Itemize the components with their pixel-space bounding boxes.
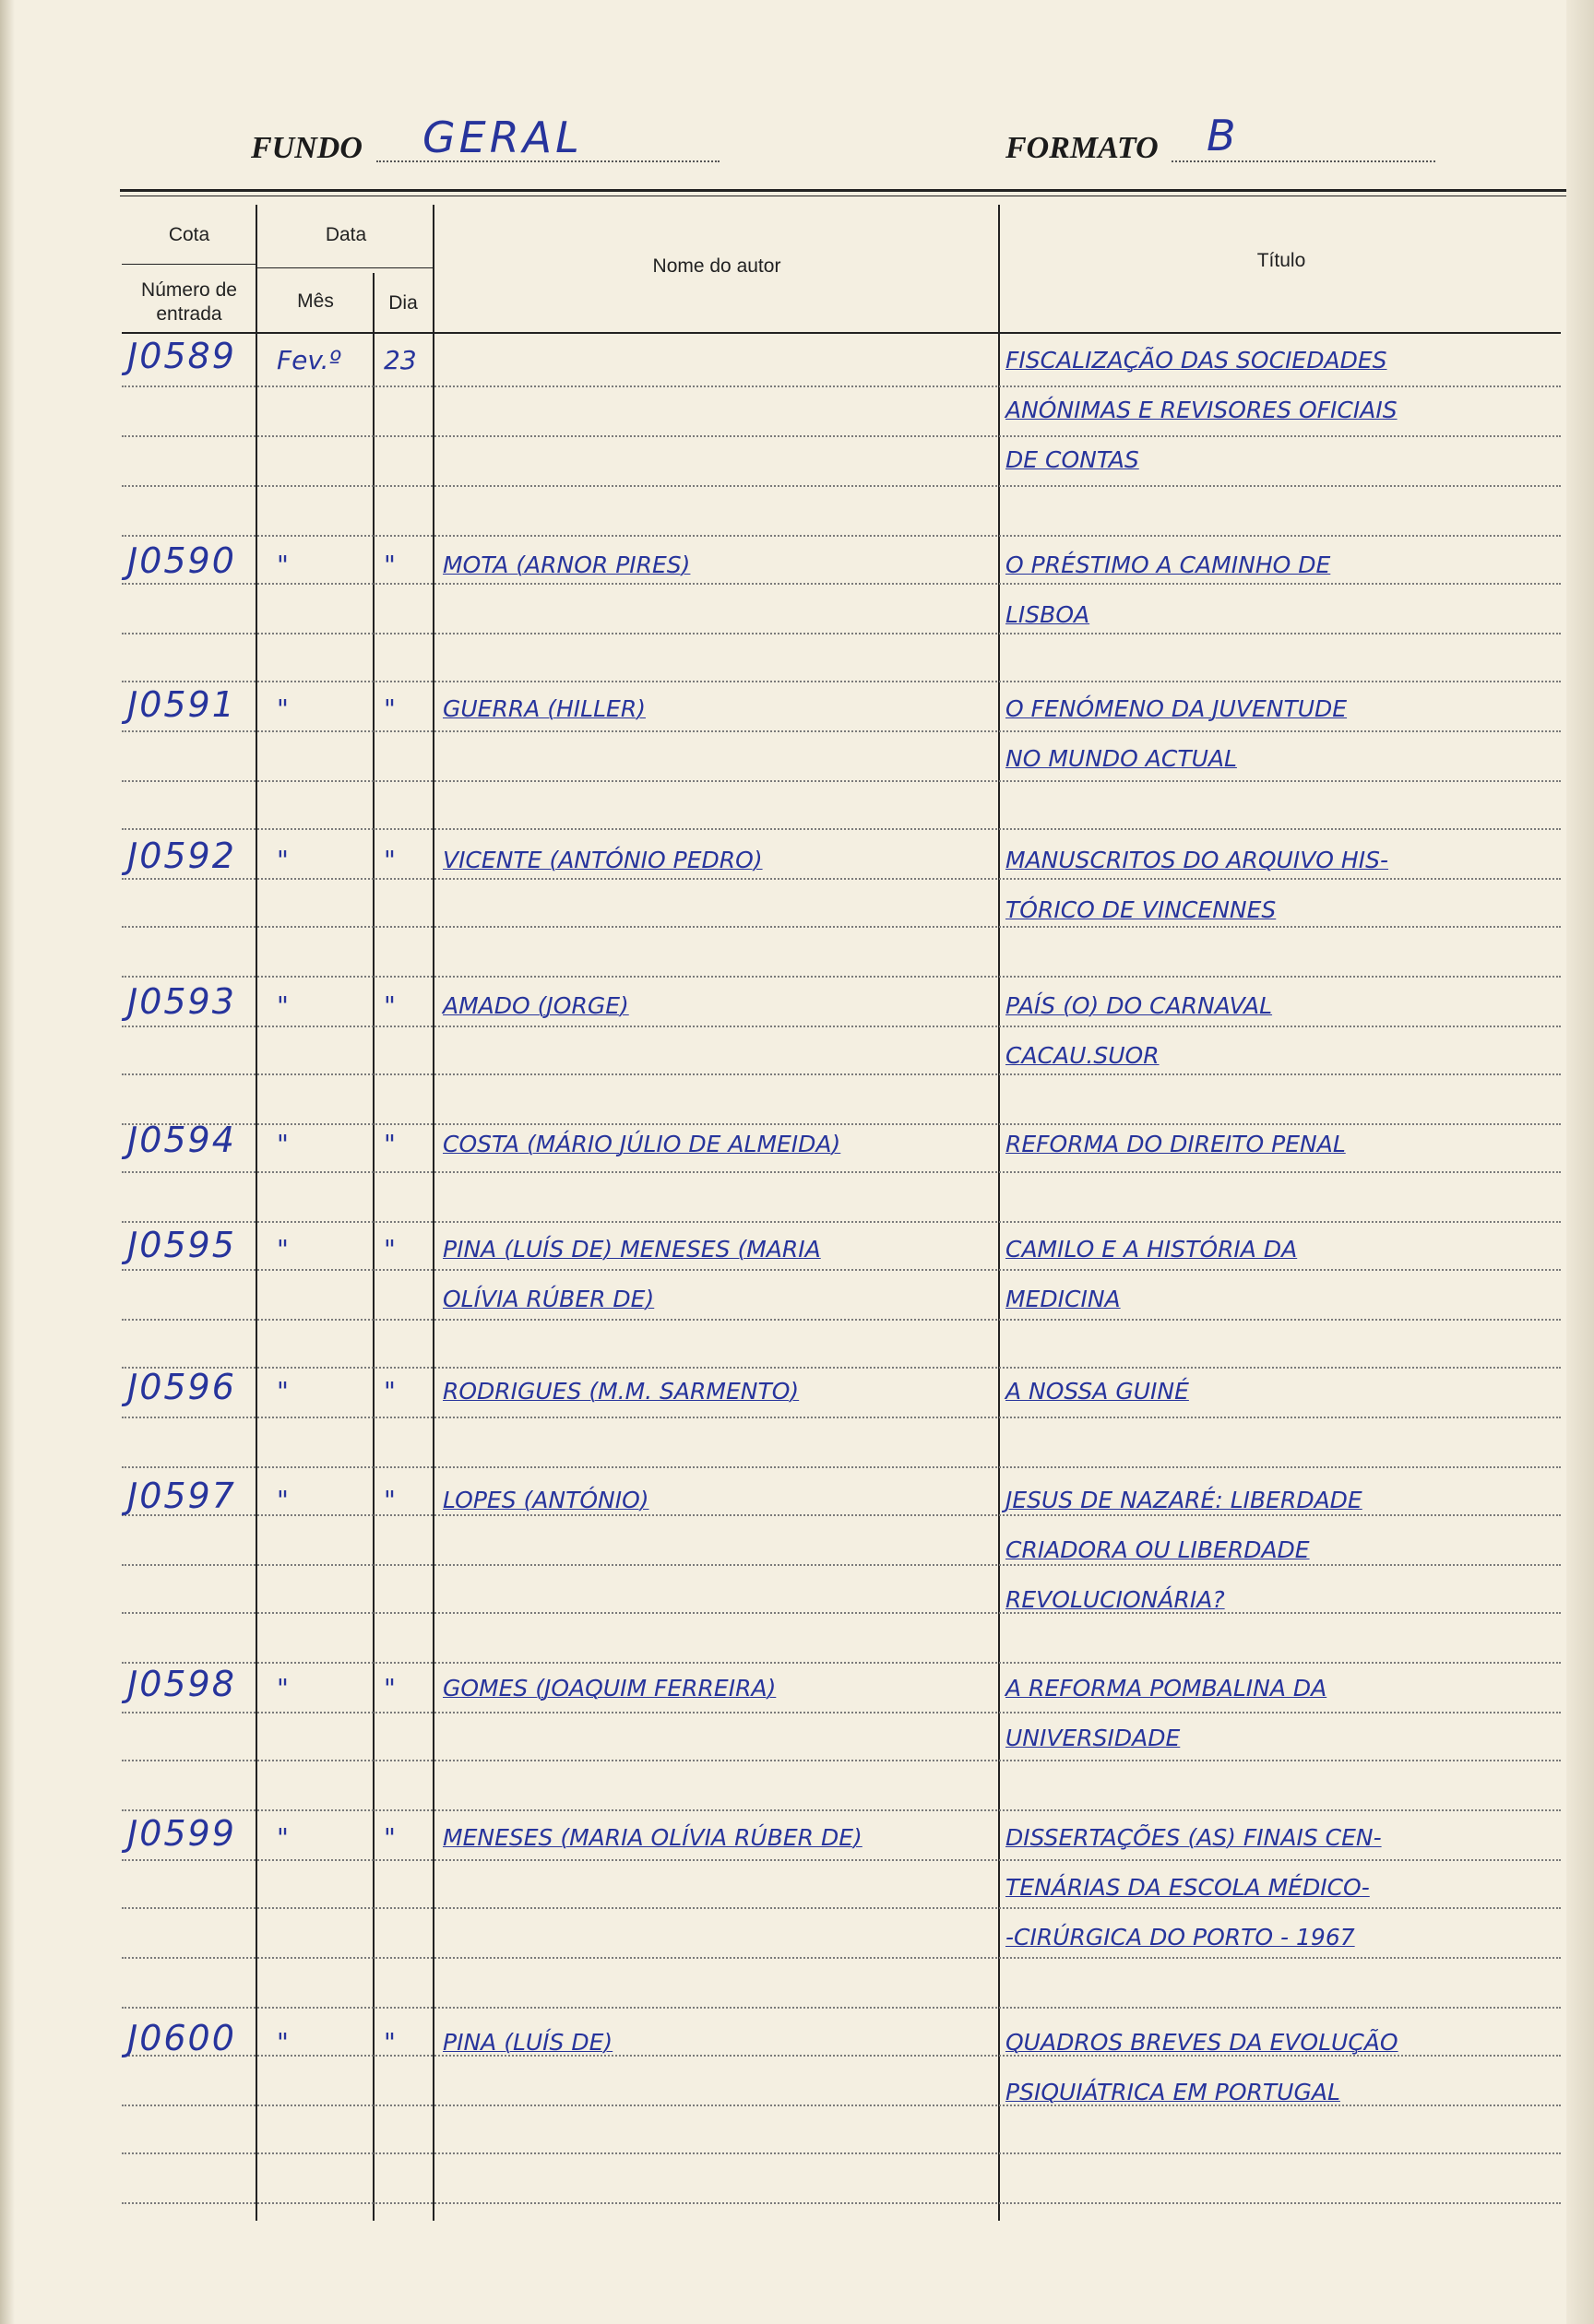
- entry-title: CACAU.SUOR: [1005, 1042, 1160, 1069]
- entry-number: J0597: [127, 1476, 236, 1516]
- entry-title: MEDICINA: [1005, 1286, 1121, 1312]
- ruled-line: [122, 583, 1561, 585]
- entry-author: PINA (LUÍS DE): [443, 2029, 613, 2056]
- entry-day: ": [384, 990, 396, 1021]
- ruled-line: [122, 633, 1561, 634]
- entry-title: UNIVERSIDADE: [1005, 1725, 1181, 1751]
- entry-number: J0592: [127, 836, 236, 876]
- entry-number: J0593: [127, 981, 236, 1022]
- ruled-line: [122, 1859, 1561, 1861]
- ruled-line: [122, 2202, 1561, 2204]
- ruled-line: [122, 730, 1561, 732]
- ruled-line: [122, 1319, 1561, 1321]
- ruled-line: [122, 535, 1561, 537]
- entry-title: FISCALIZAÇÃO DAS SOCIEDADES: [1005, 347, 1387, 374]
- ruled-line: [122, 2105, 1561, 2106]
- entry-number: J0599: [127, 1813, 236, 1854]
- entry-month: ": [277, 990, 289, 1021]
- entry-title: ANÓNIMAS E REVISORES OFICIAIS: [1005, 397, 1398, 423]
- ruled-line: [122, 1957, 1561, 1959]
- formato-label: FORMATO: [1005, 131, 1159, 165]
- entry-number: J0600: [127, 2018, 236, 2058]
- entry-month: ": [277, 845, 289, 875]
- ruled-line: [122, 828, 1561, 830]
- entry-author: MOTA (ARNOR PIRES): [443, 551, 691, 578]
- col-divider-3: [433, 205, 434, 2221]
- ruled-line: [122, 1662, 1561, 1664]
- entry-day: ": [384, 1822, 396, 1853]
- entry-title: -CIRÚRGICA DO PORTO - 1967: [1005, 1924, 1355, 1951]
- entry-title: TÓRICO DE VINCENNES: [1005, 896, 1277, 923]
- col-header-titulo: Título: [1256, 250, 1306, 271]
- ruled-line: [122, 1809, 1561, 1811]
- entry-number: J0591: [127, 684, 236, 725]
- col-divider-4: [998, 205, 1000, 2221]
- entry-month: ": [277, 2027, 289, 2057]
- entry-title: CRIADORA OU LIBERDADE: [1005, 1536, 1310, 1563]
- ruled-line: [122, 385, 1561, 387]
- fundo-label: FUNDO: [251, 131, 363, 165]
- entry-number: J0596: [127, 1367, 236, 1407]
- entry-month: ": [277, 1822, 289, 1853]
- entry-title: O FENÓMENO DA JUVENTUDE: [1005, 695, 1348, 722]
- entry-title: NO MUNDO ACTUAL: [1005, 745, 1237, 772]
- entry-author: VICENTE (ANTÓNIO PEDRO): [443, 847, 763, 873]
- entry-number: J0594: [127, 1120, 236, 1160]
- ruled-line: [122, 1612, 1561, 1614]
- data-divider: [256, 267, 434, 268]
- formato-value: B: [1207, 111, 1236, 160]
- ruled-line: [122, 1564, 1561, 1566]
- ruled-line: [122, 1514, 1561, 1516]
- ruled-line: [122, 2007, 1561, 2009]
- col-header-data: Data: [325, 224, 367, 245]
- entry-author: GUERRA (HILLER): [443, 695, 646, 722]
- entry-title: PAÍS (O) DO CARNAVAL: [1005, 992, 1273, 1019]
- entry-author: AMADO (JORGE): [443, 992, 629, 1019]
- entry-day: ": [384, 694, 396, 724]
- entry-day: ": [384, 1376, 396, 1406]
- entry-title: DISSERTAÇÕES (AS) FINAIS CEN-: [1005, 1824, 1382, 1851]
- entry-number: J0598: [127, 1664, 236, 1704]
- entry-month: ": [277, 1485, 289, 1515]
- entry-day: ": [384, 550, 396, 580]
- entry-day: ": [384, 1234, 396, 1264]
- col-divider-1: [256, 205, 257, 2221]
- entry-author: COSTA (MÁRIO JÚLIO DE ALMEIDA): [443, 1131, 841, 1157]
- entry-title: MANUSCRITOS DO ARQUIVO HIS-: [1005, 847, 1388, 873]
- entry-day: ": [384, 1485, 396, 1515]
- page-binding-shadow: [0, 0, 15, 2324]
- entry-title: REVOLUCIONÁRIA?: [1005, 1586, 1225, 1613]
- entry-month: ": [277, 694, 289, 724]
- entry-day: ": [384, 1129, 396, 1159]
- ruled-line: [122, 1417, 1561, 1418]
- formato-underline: [1172, 160, 1435, 162]
- entry-number: J0590: [127, 540, 236, 581]
- entry-day: ": [384, 845, 396, 875]
- entry-title: QUADROS BREVES DA EVOLUÇÃO: [1005, 2029, 1398, 2056]
- entry-author: RODRIGUES (M.M. SARMENTO): [443, 1378, 800, 1405]
- entry-month: ": [277, 1673, 289, 1703]
- col-header-mes: Mês: [297, 290, 334, 312]
- col-header-numero-entrada: Número de entrada: [141, 279, 237, 325]
- ruled-line: [122, 681, 1561, 682]
- entry-title: LISBOA: [1005, 601, 1090, 628]
- entry-title: O PRÉSTIMO A CAMINHO DE: [1005, 551, 1331, 578]
- ruled-line: [122, 1123, 1561, 1125]
- entry-number: J0595: [127, 1225, 236, 1265]
- entry-month: ": [277, 1234, 289, 1264]
- ruled-line: [122, 485, 1561, 487]
- ruled-line: [122, 1073, 1561, 1075]
- entry-title: REFORMA DO DIREITO PENAL: [1005, 1131, 1346, 1157]
- ruled-line: [122, 1712, 1561, 1713]
- entry-title: CAMILO E A HISTÓRIA DA: [1005, 1236, 1298, 1263]
- ruled-line: [122, 435, 1561, 437]
- col-header-cota: Cota: [168, 224, 210, 245]
- entry-author: LOPES (ANTÓNIO): [443, 1487, 649, 1513]
- entry-author: OLÍVIA RÚBER DE): [443, 1286, 655, 1312]
- fundo-value: GERAL: [422, 113, 583, 162]
- entry-title: PSIQUIÁTRICA EM PORTUGAL: [1005, 2079, 1340, 2105]
- ruled-line: [122, 1466, 1561, 1468]
- ruled-line: [122, 1269, 1561, 1271]
- entry-title: JESUS DE NAZARÉ: LIBERDADE: [1005, 1487, 1362, 1513]
- cota-divider: [122, 264, 256, 265]
- entry-author: MENESES (MARIA OLÍVIA RÚBER DE): [443, 1824, 862, 1851]
- entry-month: ": [277, 1376, 289, 1406]
- ruled-line: [122, 976, 1561, 978]
- ruled-line: [122, 878, 1561, 880]
- header-bottom-border: [122, 332, 1561, 334]
- entry-title: A NOSSA GUINÉ: [1005, 1378, 1189, 1405]
- page-edge: [1566, 0, 1594, 2324]
- entry-day: ": [384, 2027, 396, 2057]
- entry-title: TENÁRIAS DA ESCOLA MÉDICO-: [1005, 1874, 1370, 1901]
- entry-month: ": [277, 550, 289, 580]
- entry-author: PINA (LUÍS DE) MENESES (MARIA: [443, 1236, 821, 1263]
- ruled-line: [122, 1221, 1561, 1223]
- entry-title: A REFORMA POMBALINA DA: [1005, 1675, 1327, 1702]
- table-top-border: [120, 189, 1566, 192]
- col-header-autor: Nome do autor: [652, 255, 781, 277]
- entry-title: DE CONTAS: [1005, 446, 1139, 473]
- entry-month: Fev.º: [277, 345, 341, 375]
- ruled-line: [122, 1171, 1561, 1173]
- entry-month: ": [277, 1129, 289, 1159]
- entry-author: GOMES (JOAQUIM FERREIRA): [443, 1675, 777, 1702]
- ruled-line: [122, 1367, 1561, 1369]
- entry-day: ": [384, 1673, 396, 1703]
- col-divider-2: [373, 273, 375, 2221]
- ruled-line: [122, 1026, 1561, 1027]
- entry-day: 23: [384, 345, 417, 375]
- ruled-line: [122, 926, 1561, 928]
- ruled-line: [122, 1760, 1561, 1761]
- col-header-dia: Dia: [388, 292, 418, 314]
- ruled-line: [122, 2152, 1561, 2154]
- entry-number: J0589: [127, 336, 236, 376]
- ruled-line: [122, 1907, 1561, 1909]
- ruled-line: [122, 780, 1561, 782]
